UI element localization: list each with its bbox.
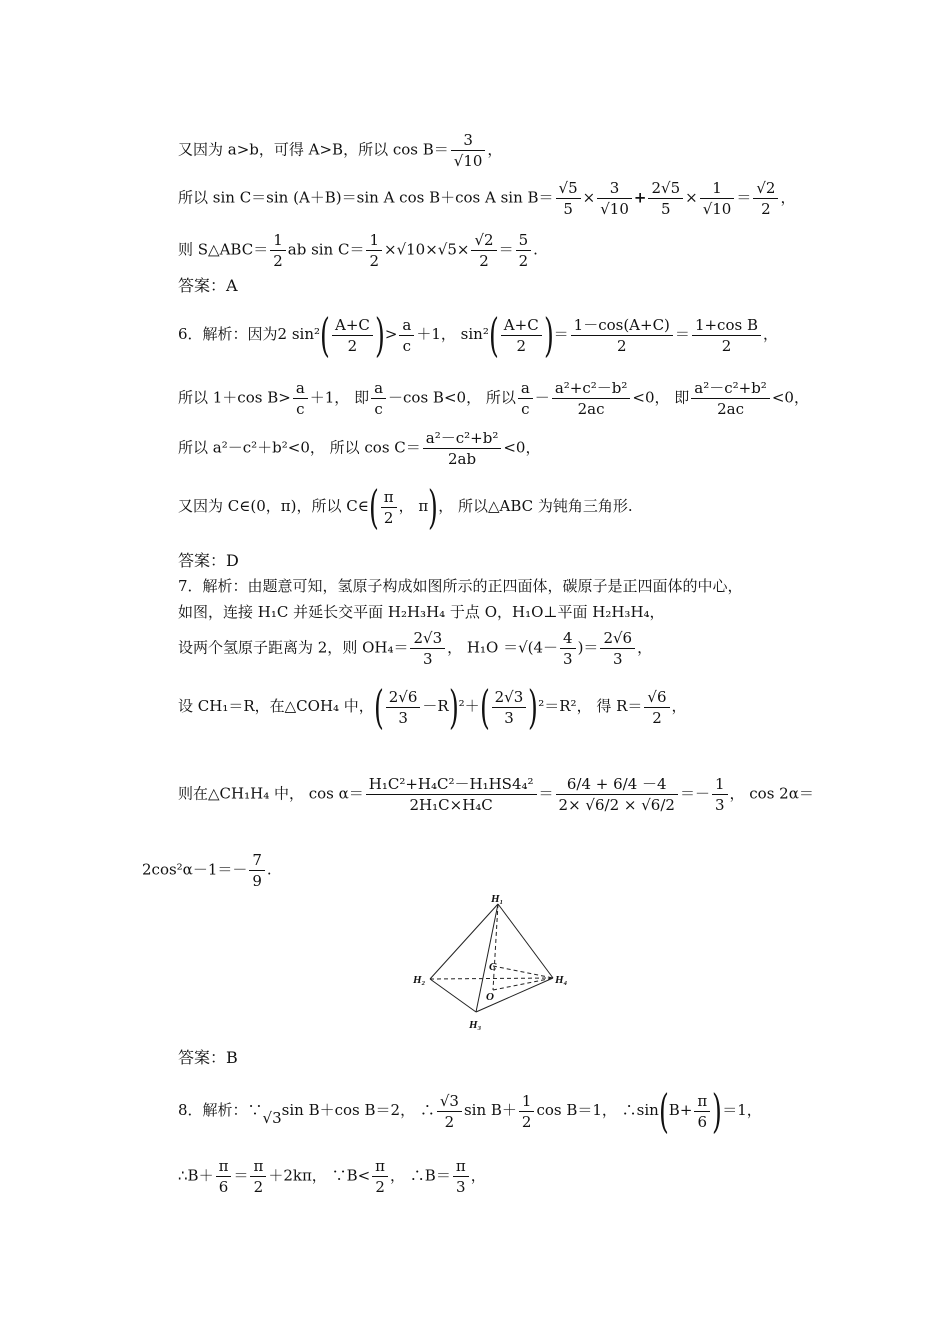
denominator: 2 (518, 252, 529, 270)
denominator: 2 (721, 336, 732, 355)
text: ＝ (233, 1166, 249, 1185)
edge-h1-h4 (498, 904, 553, 978)
text: ， (470, 1166, 486, 1185)
text: ＝1， (722, 1101, 762, 1119)
fraction (571, 315, 673, 356)
fraction (560, 628, 576, 669)
denominator: 5 (661, 200, 671, 218)
text: )＝ (577, 638, 599, 657)
text: 所以 a²－c²＋b²<0， 所以 cos C＝ (178, 438, 421, 457)
denominator: 2 (652, 708, 662, 727)
denominator: 6 (697, 1112, 708, 1131)
text: ＝ (553, 325, 569, 343)
denominator: 3 (398, 708, 408, 727)
numerator: a (293, 378, 308, 399)
fraction (518, 378, 533, 419)
denominator: 2 (521, 1112, 532, 1131)
denominator: 3 (504, 708, 514, 727)
text: 又因为 C∈(0，π)，所以 C∈ (178, 497, 369, 515)
text: ， π (398, 497, 429, 515)
text-line-3 (178, 230, 538, 271)
paren: ) (374, 308, 385, 362)
denominator: 2H₁C×H₄C (409, 796, 493, 814)
text: ²＝R²， 得 R＝ (538, 697, 643, 715)
q7-line-1: 7．解析：由题意可知，氢原子构成如图所示的正四面体，碳原子是正四面体的中心， (178, 577, 743, 595)
text: ab sin C＝ (287, 240, 365, 259)
paren: ) (543, 308, 554, 362)
denominator: 2 (253, 1178, 264, 1196)
answer-6: 答案：D (178, 551, 239, 570)
tetrahedron-figure (405, 890, 585, 1036)
numerator: a²－c²+b² (423, 428, 502, 449)
denominator: 2 (375, 1178, 385, 1196)
text: 则在△CH₁H₄ 中， cos α＝ (178, 784, 364, 803)
text: + (633, 188, 647, 207)
numerator: 1 (712, 774, 728, 795)
fraction (372, 1156, 388, 1197)
q7-line-3 (178, 628, 652, 669)
paren: ) (712, 1084, 723, 1138)
paren: ( (479, 680, 490, 734)
fraction (399, 315, 414, 356)
denominator: 2 (383, 508, 394, 527)
denominator: 3 (423, 650, 433, 668)
numerator: √6 (644, 687, 669, 708)
fraction (471, 230, 496, 271)
numerator: √3 (437, 1091, 462, 1112)
text: ＝ (674, 325, 690, 343)
text: cos B＝1， ∴sin (536, 1101, 659, 1119)
fraction (293, 378, 308, 419)
fraction (451, 130, 486, 171)
label-h4: H₄ (555, 974, 568, 986)
paren: ( (368, 480, 379, 534)
denominator: 2 (516, 336, 527, 355)
text: ＝ (498, 240, 514, 259)
fraction (332, 315, 373, 356)
text: 设 CH₁＝R，在△COH₄ 中， (178, 697, 374, 715)
q7-line-6 (142, 850, 272, 891)
text: ， cos 2α＝ (729, 784, 814, 803)
numerator: π (453, 1156, 469, 1177)
text: > (384, 325, 398, 343)
numerator: 1+cos B (692, 315, 761, 336)
denominator: 3 (714, 796, 725, 814)
edge-h1-h2 (430, 904, 498, 979)
edge-h2-h4 (430, 978, 553, 979)
text: ， (637, 638, 653, 657)
numerator: a²+c²－b² (552, 378, 631, 399)
fraction (492, 687, 527, 728)
text: 所以 sin C＝sin (A＋B)＝sin A cos B＋cos A sin B＝ (178, 188, 554, 207)
q8-line-2 (178, 1156, 486, 1197)
numerator: 2√3 (410, 628, 445, 649)
segment-c-h4 (493, 966, 553, 978)
q6-line-4 (178, 480, 633, 534)
text: . (533, 240, 538, 259)
fraction (700, 178, 735, 219)
numerator: 5 (516, 230, 532, 251)
text: 所以 1＋cos B> (178, 388, 291, 407)
paren: ) (528, 680, 539, 734)
text: 2cos²α－1＝－ (142, 860, 248, 879)
text: 则 S△ABC＝ (178, 240, 269, 259)
label-h2: H₂ (413, 974, 426, 986)
fraction (249, 850, 265, 891)
denominator: 2 (369, 252, 380, 270)
numerator: 2√6 (386, 687, 421, 708)
text: ， (762, 325, 778, 343)
denominator: 2 (347, 336, 358, 355)
text-line-2 (178, 178, 796, 219)
paren: ( (658, 1084, 669, 1138)
text: ， (780, 188, 796, 207)
denominator: 6 (218, 1178, 229, 1196)
numerator: a (371, 378, 386, 399)
fraction (691, 378, 770, 419)
denominator: 2 (273, 252, 283, 270)
denominator: c (374, 400, 383, 418)
denominator: 2 (761, 200, 771, 218)
text: ， (671, 697, 687, 715)
numerator: A+C (501, 315, 542, 336)
denominator: c (296, 400, 305, 418)
text: －cos B<0， 所以 (388, 388, 516, 407)
denominator: 2ac (577, 400, 605, 418)
text: ＝ (736, 188, 752, 207)
text: 8．解析：∵ (178, 1101, 263, 1119)
numerator: a²－c²+b² (691, 378, 770, 399)
fraction (216, 1156, 232, 1197)
fraction (501, 315, 542, 356)
label-c: C (489, 961, 497, 973)
answer-5: 答案：A (178, 276, 238, 295)
fraction (516, 230, 532, 271)
numerator: 6/4 + 6/4 －4 (556, 774, 678, 795)
denominator: 2ab (448, 450, 477, 468)
numerator: π (381, 487, 397, 508)
numerator: a (518, 378, 533, 399)
denominator: 2 (444, 1112, 455, 1131)
denominator: 2ac (717, 400, 744, 418)
numerator: 1 (700, 178, 735, 199)
fraction (597, 178, 632, 219)
denominator: 3 (563, 650, 573, 668)
fraction (371, 378, 386, 419)
numerator: a (399, 315, 414, 336)
text: 又因为 a>b，可得 A>B，所以 cos B＝ (178, 140, 449, 159)
text: . (266, 860, 272, 879)
fraction (250, 1156, 266, 1197)
numerator: π (372, 1156, 388, 1177)
fraction (753, 178, 778, 219)
numerator: 1 (270, 230, 286, 251)
text: 6．解析：因为 (178, 325, 278, 343)
text: × (685, 188, 698, 207)
numerator: 2√6 (600, 628, 635, 649)
text: sin B＋cos B＝2， ∴ (281, 1101, 435, 1119)
denominator: 2 (479, 252, 489, 270)
denominator: √10 (600, 200, 629, 218)
text: 设两个氢原子距离为 2，则 OH₄＝ (178, 638, 409, 657)
label-o: O (486, 991, 494, 1003)
q6-line-1 (178, 308, 778, 362)
numerator: 4 (560, 628, 576, 649)
denominator: √10 (453, 152, 483, 170)
fraction (381, 487, 397, 528)
text: －R (422, 697, 449, 715)
q8-line-1 (178, 1084, 762, 1138)
denominator: 3 (612, 650, 623, 668)
text: ∴B＋ (178, 1166, 214, 1185)
text: B+ (668, 1101, 693, 1119)
numerator: 2√3 (492, 687, 527, 708)
denominator: 3 (455, 1178, 466, 1196)
denominator: 2× √6/2 × √6/2 (558, 796, 675, 814)
numerator: √2 (471, 230, 496, 251)
denominator: √10 (702, 200, 732, 218)
label-h1: H₁ (491, 893, 504, 905)
paren: ) (428, 480, 439, 534)
denominator: 5 (563, 200, 573, 218)
fraction (423, 428, 502, 469)
fraction (556, 178, 581, 219)
text: × (582, 188, 596, 207)
text: <0， 即 (632, 388, 690, 407)
q6-line-3 (178, 428, 540, 469)
numerator: 3 (451, 130, 486, 151)
text: ×√10×√5× (384, 240, 470, 259)
fraction (410, 628, 445, 669)
text: ， 所以△ABC 为钝角三角形. (438, 497, 633, 515)
fraction (366, 230, 382, 271)
text: ＋1， sin² (416, 325, 489, 343)
paren: ( (320, 308, 330, 362)
fraction (270, 230, 286, 271)
paren: ) (448, 680, 459, 734)
fraction (556, 774, 678, 815)
fraction (648, 178, 683, 219)
text: sin B＋ (463, 1101, 517, 1119)
text: ， H₁O ＝√(4－ (447, 638, 559, 657)
text: ， ∴B＝ (390, 1166, 451, 1185)
fraction (692, 315, 761, 356)
numerator: π (694, 1091, 710, 1112)
segment-o-h4 (493, 978, 553, 990)
fraction (644, 687, 669, 728)
text: ， (487, 140, 503, 159)
denominator: 2 (617, 336, 627, 355)
text: － (534, 388, 550, 407)
fraction (712, 774, 728, 815)
numerator: H₁C²+H₄C²－H₁HS4₄² (366, 774, 537, 795)
answer-7: 答案：B (178, 1048, 238, 1067)
q7-line-2: 如图，连接 H₁C 并延长交平面 H₂H₃H₄ 于点 O，H₁O⊥平面 H₂H₃H₄， (178, 603, 665, 621)
q7-line-5 (178, 774, 814, 815)
text: ＝ (538, 784, 554, 803)
text: 2 sin² (277, 325, 321, 343)
edge-h2-h3 (430, 979, 476, 1012)
q7-line-4 (178, 680, 687, 734)
denominator: 9 (252, 872, 262, 890)
numerator: √5 (556, 178, 581, 199)
denominator: c (521, 400, 530, 418)
label-h3: H₃ (469, 1019, 482, 1031)
numerator: π (250, 1156, 266, 1177)
numerator: 1 (366, 230, 382, 251)
numerator: 3 (597, 178, 632, 199)
text: ＋2kπ， ∵B< (268, 1166, 371, 1185)
numerator: 7 (249, 850, 265, 871)
fraction (453, 1156, 469, 1197)
fraction (694, 1091, 710, 1132)
text: <0， (503, 438, 541, 457)
numerator: π (216, 1156, 232, 1177)
q6-line-2 (178, 378, 809, 419)
numerator: 2√5 (648, 178, 683, 199)
fraction (366, 774, 537, 815)
text: √3 (262, 1109, 282, 1127)
numerator: √2 (753, 178, 778, 199)
fraction (437, 1091, 462, 1132)
paren: ( (488, 308, 499, 362)
paren: ( (373, 680, 384, 734)
fraction (552, 378, 631, 419)
fraction (386, 687, 421, 728)
numerator: 1 (519, 1091, 535, 1112)
fraction (519, 1091, 535, 1132)
text: ²＋ (458, 697, 480, 715)
numerator: 1－cos(A+C) (571, 315, 673, 336)
text-line-1 (178, 130, 502, 171)
text: ＝－ (679, 784, 710, 803)
text: ＋1， 即 (309, 388, 370, 407)
numerator: A+C (332, 315, 373, 336)
fraction (600, 628, 635, 669)
text: <0， (771, 388, 809, 407)
denominator: c (402, 336, 412, 355)
